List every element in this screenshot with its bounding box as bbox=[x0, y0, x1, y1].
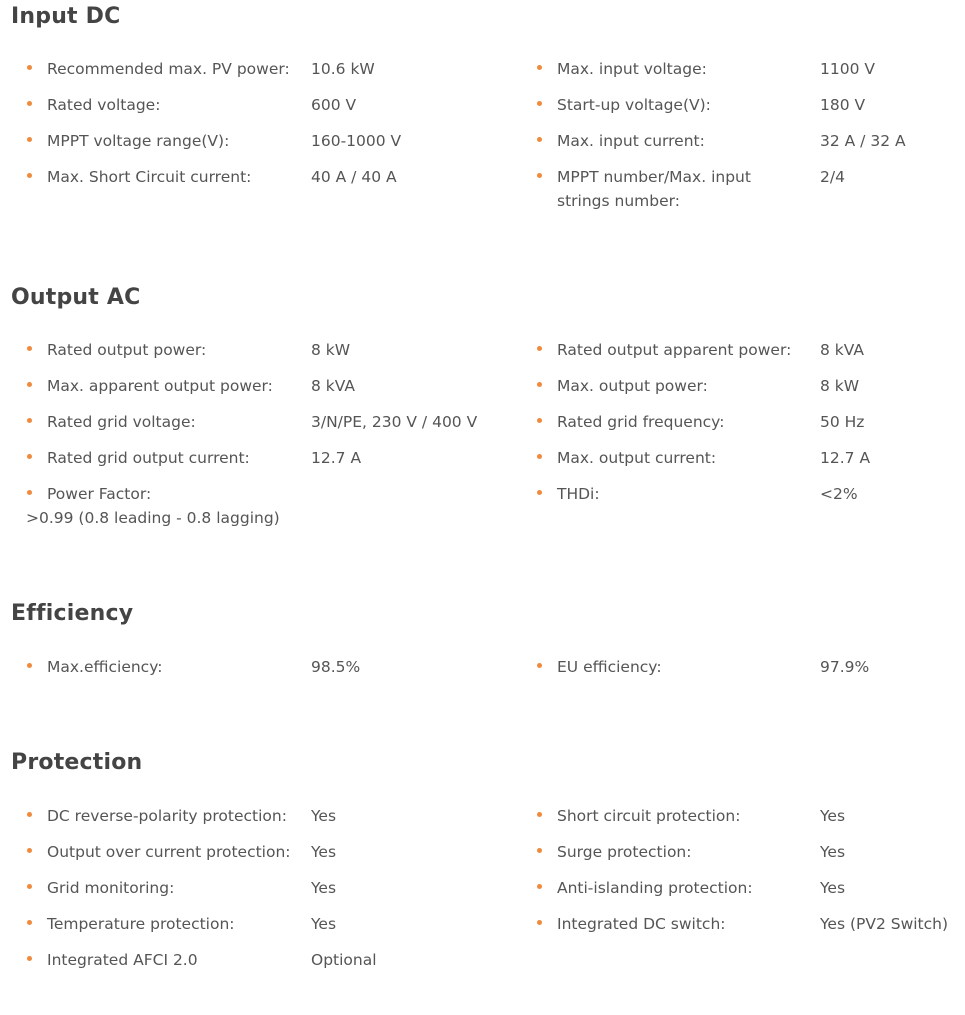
spec-label: Rated grid voltage: bbox=[47, 413, 196, 431]
spec-value: 160-1000 V bbox=[311, 132, 402, 150]
spec-label: Max. Short Circuit current: bbox=[47, 168, 252, 186]
spec-value: Yes bbox=[820, 843, 846, 861]
bullet-icon bbox=[27, 920, 32, 925]
bullet-icon bbox=[537, 920, 542, 925]
spec-label: Output over current protection: bbox=[47, 843, 291, 861]
spec-label: Power Factor: bbox=[47, 485, 152, 503]
bullet-icon bbox=[537, 490, 542, 495]
bullet-icon bbox=[537, 137, 542, 142]
bullet-icon bbox=[537, 663, 542, 668]
bullet-icon bbox=[27, 137, 32, 142]
spec-value: 32 A / 32 A bbox=[820, 132, 906, 150]
spec-label: Integrated DC switch: bbox=[557, 915, 726, 933]
spec-value: 8 kW bbox=[820, 377, 860, 395]
bullet-icon bbox=[537, 454, 542, 459]
bullet-icon bbox=[27, 812, 32, 817]
spec-value: Optional bbox=[311, 951, 377, 969]
spec-value: 40 A / 40 A bbox=[311, 168, 397, 186]
bullet-icon bbox=[27, 382, 32, 387]
spec-label: Short circuit protection: bbox=[557, 807, 741, 825]
spec-value: 12.7 A bbox=[311, 449, 362, 467]
bullet-icon bbox=[27, 418, 32, 423]
spec-value: >0.99 (0.8 leading - 0.8 lagging) bbox=[26, 509, 280, 527]
spec-value: Yes bbox=[311, 807, 337, 825]
spec-value: Yes bbox=[820, 879, 846, 897]
spec-value: 1100 V bbox=[820, 60, 875, 78]
spec-label: Start-up voltage(V): bbox=[557, 96, 711, 114]
spec-label: DC reverse-polarity protection: bbox=[47, 807, 287, 825]
bullet-icon bbox=[537, 382, 542, 387]
spec-label: Rated output power: bbox=[47, 341, 207, 359]
spec-value: 3/N/PE, 230 V / 400 V bbox=[311, 413, 478, 431]
spec-label: Max. input current: bbox=[557, 132, 705, 150]
spec-value: 50 Hz bbox=[820, 413, 865, 431]
bullet-icon bbox=[537, 884, 542, 889]
bullet-icon bbox=[537, 848, 542, 853]
spec-value: 97.9% bbox=[820, 658, 870, 676]
spec-label: Max. apparent output power: bbox=[47, 377, 273, 395]
spec-value: 12.7 A bbox=[820, 449, 871, 467]
spec-label: Rated grid frequency: bbox=[557, 413, 725, 431]
spec-label: Rated voltage: bbox=[47, 96, 161, 114]
spec-value: 8 kVA bbox=[311, 377, 355, 395]
spec-label: Max.efficiency: bbox=[47, 658, 163, 676]
spec-value: 600 V bbox=[311, 96, 357, 114]
spec-label: Recommended max. PV power: bbox=[47, 60, 290, 78]
section-title-protection: Protection bbox=[11, 750, 143, 775]
bullet-icon bbox=[537, 101, 542, 106]
spec-value: 8 kW bbox=[311, 341, 351, 359]
spec-label: THDi: bbox=[557, 485, 600, 503]
bullet-icon bbox=[537, 173, 542, 178]
section-title-input-dc: Input DC bbox=[11, 4, 121, 29]
bullet-icon bbox=[27, 101, 32, 106]
spec-label: Integrated AFCI 2.0 bbox=[47, 951, 198, 969]
spec-label: Rated output apparent power: bbox=[557, 341, 792, 359]
bullet-icon bbox=[27, 490, 32, 495]
spec-label: Surge protection: bbox=[557, 843, 692, 861]
spec-value: 2/4 bbox=[820, 168, 845, 186]
spec-value: Yes bbox=[311, 915, 337, 933]
bullet-icon bbox=[537, 346, 542, 351]
spec-value: 180 V bbox=[820, 96, 866, 114]
bullet-icon bbox=[537, 418, 542, 423]
bullet-icon bbox=[537, 812, 542, 817]
section-title-output-ac: Output AC bbox=[11, 285, 141, 310]
spec-label: Max. input voltage: bbox=[557, 60, 707, 78]
bullet-icon bbox=[537, 65, 542, 70]
spec-label: EU efficiency: bbox=[557, 658, 662, 676]
spec-value: 98.5% bbox=[311, 658, 361, 676]
bullet-icon bbox=[27, 663, 32, 668]
spec-value: Yes bbox=[820, 807, 846, 825]
spec-value: <2% bbox=[820, 485, 858, 503]
spec-label: MPPT number/Max. input strings number: bbox=[557, 168, 751, 210]
bullet-icon bbox=[27, 346, 32, 351]
bullet-icon bbox=[27, 956, 32, 961]
spec-label: Anti-islanding protection: bbox=[557, 879, 753, 897]
bullet-icon bbox=[27, 173, 32, 178]
spec-label: Max. output power: bbox=[557, 377, 708, 395]
spec-label: Max. output current: bbox=[557, 449, 717, 467]
spec-label: Temperature protection: bbox=[47, 915, 235, 933]
spec-value: Yes bbox=[311, 879, 337, 897]
spec-label: Grid monitoring: bbox=[47, 879, 175, 897]
spec-value: Yes bbox=[311, 843, 337, 861]
section-title-efficiency: Efficiency bbox=[11, 601, 134, 626]
spec-value: 10.6 kW bbox=[311, 60, 375, 78]
bullet-icon bbox=[27, 454, 32, 459]
spec-value: 8 kVA bbox=[820, 341, 864, 359]
spec-value: Yes (PV2 Switch) bbox=[820, 915, 949, 933]
bullet-icon bbox=[27, 848, 32, 853]
bullet-icon bbox=[27, 65, 32, 70]
spec-label: Rated grid output current: bbox=[47, 449, 250, 467]
spec-label: MPPT voltage range(V): bbox=[47, 132, 230, 150]
bullet-icon bbox=[27, 884, 32, 889]
